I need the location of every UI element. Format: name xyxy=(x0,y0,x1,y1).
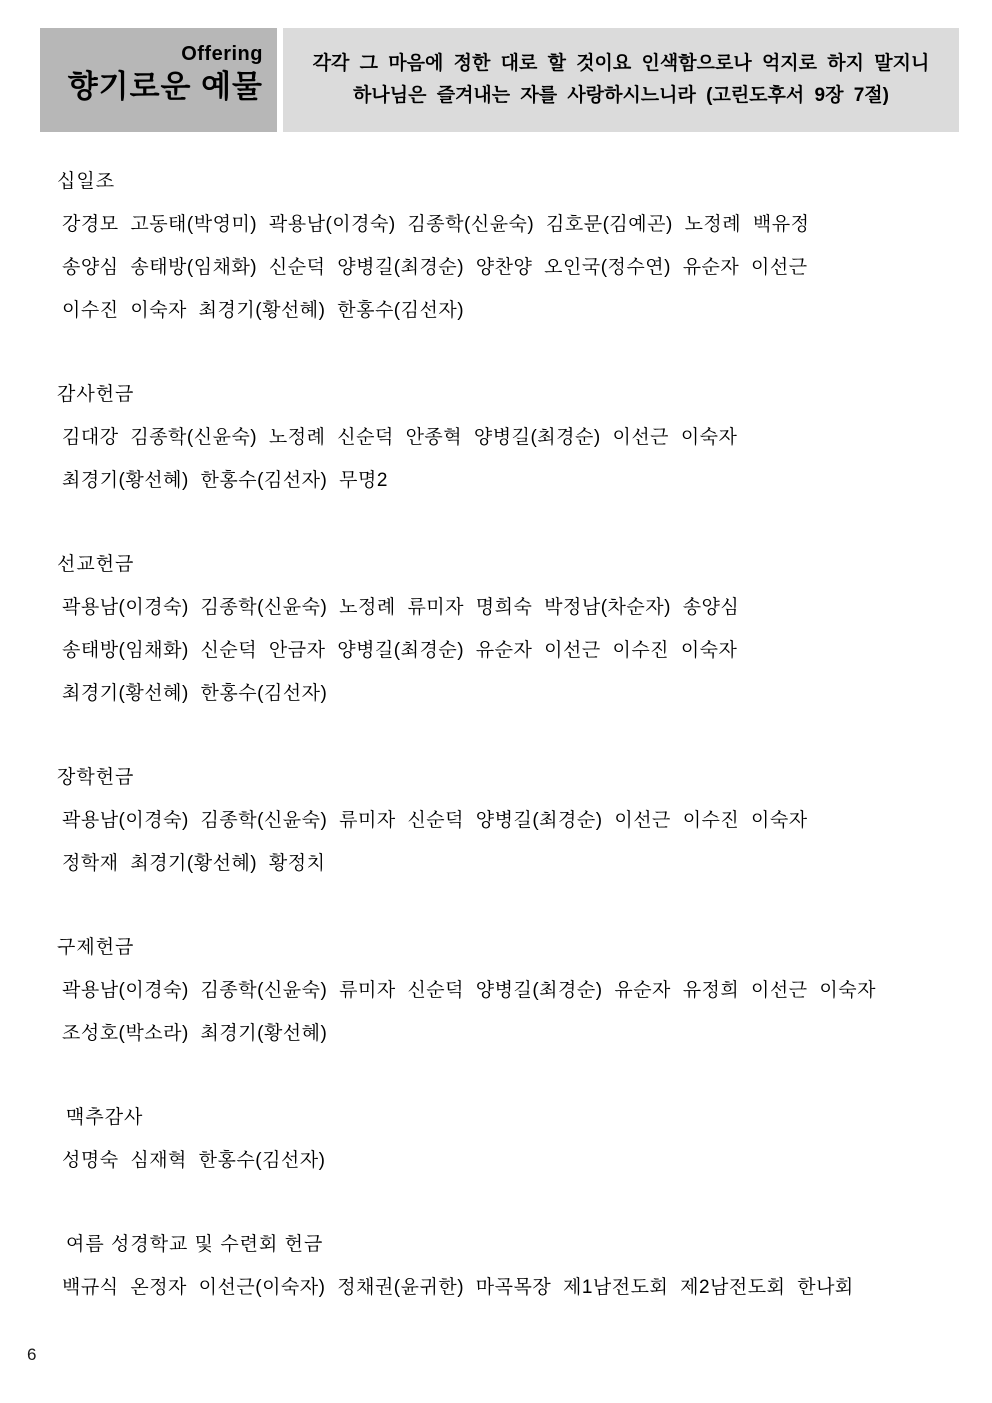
names-line: 조성호(박소라) 최경기(황선혜) xyxy=(62,1023,328,1044)
offering-title-box xyxy=(40,28,277,132)
section-summer-bible-school-retreat-offering xyxy=(57,1223,962,1309)
section-scholarship-offering xyxy=(57,756,962,885)
section-relief-offering xyxy=(57,926,962,1055)
names-line: 김대강 김종학(신윤숙) 노정례 신순덕 안종혁 양병길(최경순) 이선근 이숙자 xyxy=(62,427,738,448)
names-line: 곽용남(이경숙) 김종학(신윤숙) 류미자 신순덕 양병길(최경순) 이선근 이수진 이숙자 xyxy=(62,810,808,831)
names-line: 이수진 이숙자 최경기(황선혜) 한홍수(김선자) xyxy=(62,300,465,321)
section-thanksgiving-offering xyxy=(57,373,962,502)
section-title: 선교헌금 xyxy=(57,554,135,575)
names-line: 최경기(황선혜) 한홍수(김선자) xyxy=(62,683,328,704)
names-line: 최경기(황선혜) 한홍수(김선자) 무명2 xyxy=(62,470,388,491)
section-title: 여름 성경학교 및 수련회 헌금 xyxy=(66,1234,324,1255)
section-harvest-thanksgiving xyxy=(57,1096,962,1182)
names-line: 정학재 최경기(황선혜) 황정치 xyxy=(62,853,326,874)
names-line: 곽용남(이경숙) 김종학(신윤숙) 류미자 신순덕 양병길(최경순) 유순자 유정희 이선근 이숙자 xyxy=(62,980,876,1001)
offering-title-korean: 향기로운 예물 xyxy=(67,69,263,104)
section-title: 장학헌금 xyxy=(57,767,135,788)
section-title: 감사헌금 xyxy=(57,384,135,405)
verse-line-1: 각각 그 마음에 정한 대로 할 것이요 인색함으로나 억지로 하지 말지니 xyxy=(312,52,930,74)
section-title: 십일조 xyxy=(57,171,116,192)
names-line: 송양심 송태방(임채화) 신순덕 양병길(최경순) 양찬양 오인국(정수연) 유순자 이선근 xyxy=(62,257,808,278)
names-line: 성명숙 심재혁 한홍수(김선자) xyxy=(62,1150,326,1171)
offering-lists xyxy=(57,160,962,1350)
offering-header-banner xyxy=(40,28,959,132)
names-line: 송태방(임채화) 신순덕 안금자 양병길(최경순) 유순자 이선근 이수진 이숙자 xyxy=(62,640,738,661)
names-line: 곽용남(이경숙) 김종학(신윤숙) 노정례 류미자 명희숙 박정남(차순자) 송양심 xyxy=(62,597,740,618)
section-title: 구제헌금 xyxy=(57,937,135,958)
names-line: 강경모 고동태(박영미) 곽용남(이경숙) 김종학(신윤숙) 김호문(김예곤) 노정례 백유정 xyxy=(62,214,810,235)
section-title: 맥추감사 xyxy=(66,1107,144,1128)
section-tithe xyxy=(57,160,962,332)
names-line: 백규식 온정자 이선근(이숙자) 정채권(윤귀한) 마곡목장 제1남전도회 제2남전도회 한나회 xyxy=(62,1277,854,1298)
section-mission-offering xyxy=(57,543,962,715)
offering-label-english: Offering xyxy=(181,43,263,65)
verse-line-2: 하나님은 즐겨내는 자를 사랑하시느니라 (고린도후서 9장 7절) xyxy=(353,85,889,106)
page-number: 6 xyxy=(27,1345,37,1364)
scripture-verse-box xyxy=(283,28,959,132)
